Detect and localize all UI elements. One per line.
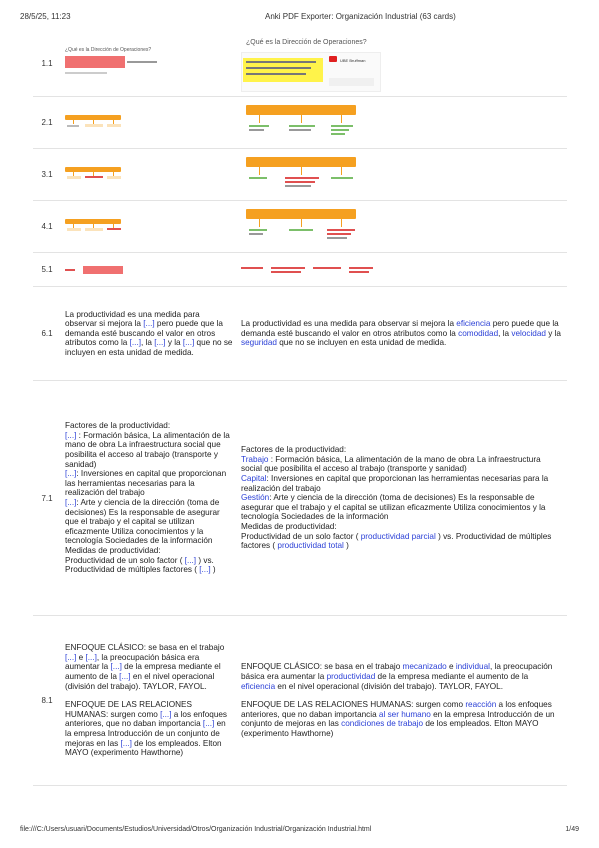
answer-highlight: productividad parcial [360,531,436,541]
front-image-title: ¿Qué es la Dirección de Operaciones? [65,46,152,53]
answer-highlight: eficiencia [456,319,491,329]
cards-table [33,31,567,786]
back-image [241,155,361,195]
card-back [237,201,567,252]
card-number: 4.1 [41,222,53,231]
card-number: 5.1 [41,265,53,274]
cloze-blank: [...] [160,709,172,719]
answer-highlight: productividad [326,672,376,682]
back-text: ENFOQUE CLÁSICO: se basa en el trabajo mecanizado e individual, la preocupación básica era aumentar la productividad de la empresa mediante el aumento de la eficiencia en el nivel operacional (división del trabajo). TAYLOR, FAYOL. ENFOQUE DE LAS RELACIONES HUMANAS: surgen como reacción a los enfoques anteriores, que no daban importancia al ser humano en la empresa Introducción de un conjunto de mejoras en las condiciones de trabajo de los empleados. Elton MAYO (experimento Hawthorne) [241,662,555,738]
card-back [237,287,567,380]
document-title: Anki PDF Exporter: Organización Industrial (63 cards) [265,12,456,21]
card-front [61,31,237,96]
card-back [237,97,567,148]
card-number: 1.1 [41,59,53,68]
answer-highlight: seguridad [241,338,277,348]
youtube-icon [329,56,337,62]
back-image-title: ¿Qué es la Dirección de Operaciones? [246,38,367,46]
answer-highlight: comodidad [458,328,499,338]
youtube-label: UBE Bruffman [340,57,366,63]
front-image [65,44,165,84]
front-text: Factores de la productividad: [...] : Formación básica, La alimentación de la mano de obra La infraestructura social que posibilita el acceso al trabajo (transporte y sanidad) [...]: Inversiones en capital que proporcionan las herramientas necesarias para la realización del trabajo [...]: Arte y ciencia de la dirección (toma de decisiones) Es la responsable de asegurar que el trabajo y el capital se utilizan eficazmente Utiliza conocimientos y la tecnología Sociedades de la información Medidas de productividad: Productividad de un solo factor ( [...] ) vs. Productividad de múltiples factores ( [...] ) [65,421,230,575]
answer-highlight: Trabajo [241,454,269,464]
back-image [241,207,361,247]
cloze-blank: [...] [182,338,195,348]
card-back [237,381,567,615]
card-back [237,31,567,96]
card-row-4 [33,201,567,253]
cloze-blank: [...] [202,719,215,729]
card-back [237,253,567,286]
card-front [61,253,237,286]
cloze-blank: [...] [199,565,211,575]
card-front [61,381,237,615]
cloze-blank: [...] [65,498,77,507]
card-front [61,97,237,148]
cloze-blank: [...] [110,662,122,672]
card-row-2 [33,97,567,149]
card-row-6 [33,287,567,381]
cloze-blank: [...] [154,338,166,348]
cloze-blank: [...] [143,319,155,329]
card-row-1 [33,31,567,97]
back-image [241,103,361,143]
card-front [61,149,237,200]
answer-highlight: Capital [241,474,267,484]
answer-highlight: condiciones de trabajo [341,719,424,729]
answer-highlight: individual [455,662,490,672]
front-image [65,113,125,133]
front-image [65,165,125,185]
back-image [241,264,391,276]
card-row-7 [33,381,567,616]
page-number: 1/49 [565,826,579,833]
card-number: 8.1 [41,696,53,705]
back-image [241,36,381,92]
cloze-blank: [...] [120,738,132,748]
front-text: La productividad es una medida para observar si mejora la [...] pero puede que la demanda esté buscando el valor en otros atributos como la [...], la [...] y la [...] que no se incluyen en esta unidad de medida. [65,309,233,357]
card-number: 2.1 [41,118,53,127]
card-row-8 [33,616,567,786]
answer-highlight: mecanizado [402,662,447,672]
answer-highlight: velocidad [511,328,546,338]
cloze-blank: [...] [184,555,197,565]
answer-highlight: al ser humano [378,709,431,719]
file-path: file:///C:/Users/usuari/Documents/Estudios/Universidad/Otros/Organización Industrial/Organización Industrial.html [20,826,372,833]
card-front [61,616,237,785]
card-front [61,287,237,380]
page-footer [20,826,579,838]
card-back [237,149,567,200]
front-image [65,217,125,237]
back-text: La productividad es una medida para observar si mejora la eficiencia pero puede que la demanda esté buscando el valor en otros atributos como la comodidad, la velocidad y la seguridad que no se incluyen en esta unidad de medida. [241,319,561,348]
front-image [65,264,135,276]
cloze-blank: [...] [65,469,77,479]
back-text: Factores de la productividad: Trabajo : Formación básica, La alimentación de la mano de obra La infraestructura social que posibilita el acceso al trabajo (transporte y sanidad) Capital: Inversiones en capital que proporcionan las herramientas necesarias para la realización del trabajo Gestión: Arte y ciencia de la dirección (toma de decisiones) Es la responsable de asegurar que el trabajo y el capital se utilizan eficazmente Utiliza conocimientos y la tecnología Sociedades de la información Medidas de productividad: Productividad de un solo factor ( productividad parcial ) vs. Productividad de múltiples factores ( productividad total ) [241,445,552,551]
answer-highlight: Gestión [241,493,270,503]
card-number: 7.1 [41,493,53,503]
card-row-3 [33,149,567,201]
cloze-blank: [...] [129,338,141,348]
page-header [20,12,579,24]
card-number: 3.1 [41,170,53,179]
answer-highlight: eficiencia [241,681,276,691]
card-front [61,201,237,252]
cloze-blank: [...] [65,430,77,440]
card-number: 6.1 [41,329,53,338]
cloze-blank: [...] [85,652,97,662]
card-row-5 [33,253,567,287]
cloze-blank: [...] [65,652,77,662]
print-date: 28/5/25, 11:23 [20,12,71,21]
front-text: ENFOQUE CLÁSICO: se basa en el trabajo [...] e [...], la preocupación básica era aumentar la [...] de la empresa mediante el aumento de la [...] en el nivel operacional (división del trabajo). TAYLOR, FAYOL. ENFOQUE DE LAS RELACIONES HUMANAS: surgen como [...] a los enfoques anteriores, que no daban importancia [...] en la empresa Introducción de un conjunto de mejoras en las [...] de los empleados. Elton MAYO (experimento Hawthorne) [65,643,228,758]
answer-highlight: reacción [465,700,497,710]
card-back [237,616,567,785]
cloze-blank: [...] [119,672,131,682]
answer-highlight: productividad total [277,541,344,551]
